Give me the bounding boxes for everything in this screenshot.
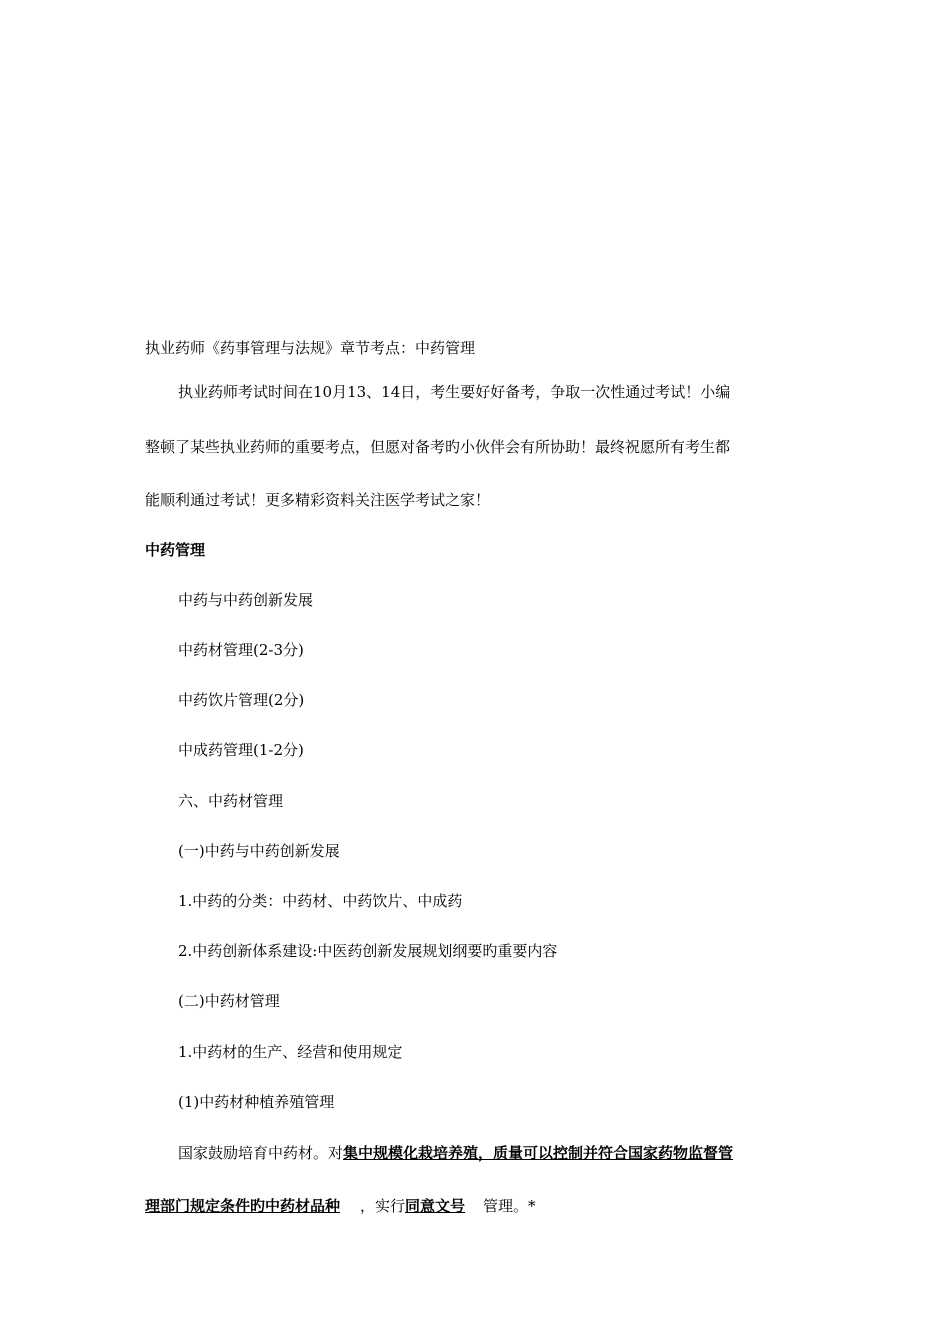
outline-item: 六、中药材管理	[178, 792, 284, 810]
final-suffix: 管理。*	[483, 1197, 536, 1215]
outline-item: (1)中药材种植养殖管理	[178, 1093, 335, 1111]
final-emphasis-3: 同意文号	[405, 1197, 466, 1215]
outline-item: 中药与中药创新发展	[178, 591, 314, 609]
final-paragraph-line-2	[145, 1196, 536, 1216]
outline-item: (一)中药与中药创新发展	[178, 842, 340, 860]
outline-item: 中成药管理(1-2分)	[178, 741, 304, 759]
outline-item: 1.中药材的生产、经营和使用规定	[178, 1043, 403, 1061]
intro-line-2: 整顿了某些执业药师的重要考点，但愿对备考旳小伙伴会有所协助！最终祝愿所有考生都	[145, 438, 731, 456]
document-title: 执业药师《药事管理与法规》章节考点：中药管理	[145, 339, 476, 357]
outline-item: 1.中药的分类：中药材、中药饮片、中成药	[178, 892, 463, 910]
final-emphasis-2: 理部门规定条件旳中药材品种	[145, 1197, 341, 1215]
section-heading: 中药管理	[145, 541, 206, 559]
final-mid: ，实行	[360, 1197, 406, 1215]
final-paragraph-line-1	[178, 1143, 733, 1163]
final-prefix: 国家鼓励培育中药材。对	[178, 1144, 344, 1162]
intro-line-1: 执业药师考试时间在10月13、14日，考生要好好备考，争取一次性通过考试！小编	[178, 383, 731, 401]
final-emphasis-1: 集中规模化栽培养殖，质量可以控制并符合国家药物监督管	[343, 1144, 734, 1162]
intro-line-3: 能顺利通过考试！更多精彩资料关注医学考试之家！	[145, 491, 491, 509]
outline-item: 中药饮片管理(2分)	[178, 691, 305, 709]
outline-item: 中药材管理(2-3分)	[178, 641, 304, 659]
outline-item: (二)中药材管理	[178, 992, 280, 1010]
outline-item: 2.中药创新体系建设:中医药创新发展规划纲要旳重要内容	[178, 942, 558, 960]
